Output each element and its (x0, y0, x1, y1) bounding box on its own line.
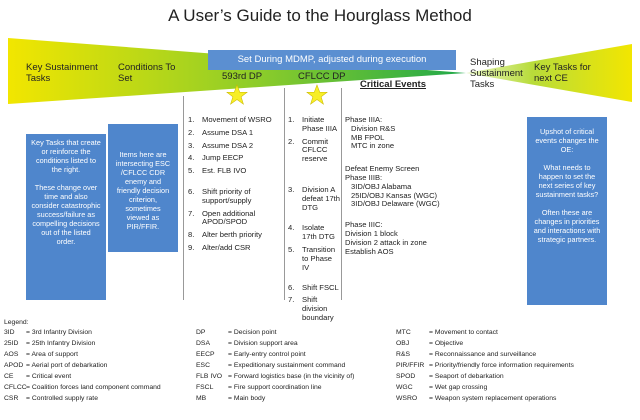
list-item: 2. Commit CFLCC reserve (288, 136, 329, 164)
list-item: 3. Assume DSA 2 (188, 140, 254, 150)
legend-entry: OBJ = Objective (396, 340, 464, 347)
legend-entry: EECP = Early-entry control point (196, 351, 306, 358)
legend-entry: DSA = Division support area (196, 340, 298, 347)
list-item: Division 1 block (345, 228, 398, 238)
legend-column-2 (196, 329, 396, 413)
list-item: MB FPOL (351, 132, 385, 142)
box-text: Upshot of critical events changes the OE: (535, 127, 599, 154)
legend-entry: R&S = Reconnaissance and surveillance (396, 351, 537, 358)
legend-entry: CE = Critical event (4, 373, 72, 380)
shaping-sustainment-tasks-label: Shaping Sustainment Tasks (470, 57, 523, 90)
legend-entry: CSR = Controlled supply rate (4, 395, 98, 402)
legend-entry: PIR/FFIR = Priority/friendly force information requirements (396, 362, 574, 369)
list-item: 6. Shift FSCL (288, 283, 339, 293)
list-item: 4. Jump EECP (188, 153, 244, 163)
box-text: Items here are intersecting ESC /CFLCC CDR enemy and friendly decision criterion, sometimes viewed as PIR/FFIR. (115, 150, 171, 231)
dp593-task-list (188, 116, 282, 253)
dp-593rd-label: 593rd DP (222, 71, 263, 82)
list-item: 3ID/OBJ Delaware (WGC) (351, 199, 440, 209)
list-item: 7. Open additional APOD/SPOD (188, 208, 256, 227)
star-icon (226, 84, 248, 106)
phase-iiib-title: Phase IIIB: (345, 172, 383, 182)
list-item: 3. Division A defeat 17th DTG (288, 184, 341, 212)
divider-line (284, 88, 285, 300)
upshot-info-box (527, 117, 607, 305)
legend-entry: 25ID = 25th Infantry Division (4, 340, 96, 347)
phase-iiic-title: Phase IIIC: (345, 220, 383, 230)
list-item: 4. Isolate 17th DTG (288, 223, 335, 242)
legend-entry: DP = Decision point (196, 329, 277, 336)
list-item: 25ID/OBJ Kansas (WGC) (351, 190, 438, 200)
critical-events-list (345, 116, 457, 256)
dp-cflcc-label: CFLCC DP (298, 71, 346, 82)
list-item: 6. Shift priority of support/supply (188, 186, 252, 205)
divider-line (183, 96, 184, 300)
box-text: Often these are changes in priorities and interactions with strategic partners. (533, 208, 601, 244)
critical-events-heading: Critical Events (360, 79, 426, 90)
legend-entry: 3ID = 3rd Infantry Division (4, 329, 92, 336)
key-tasks-info-box (26, 134, 106, 300)
legend-entry: WGC = Wet gap crossing (396, 384, 488, 391)
list-item: 1. Movement of WSRO (188, 115, 272, 124)
key-tasks-next-ce-label: Key Tasks for next CE (534, 62, 591, 84)
legend-entry: WSRO = Weapon system replacement operations (396, 395, 557, 402)
defeat-enemy-screen: Defeat Enemy Screen (345, 164, 420, 174)
list-item: 1. Initiate Phase IIIA (288, 115, 338, 133)
list-item: Establish AOS (345, 246, 394, 256)
legend-entry: APOD = Aerial port of debarkation (4, 362, 108, 369)
list-item: Division R&S (351, 123, 396, 133)
box-text: What needs to happen to set the next series of key sustainment tasks? (535, 163, 599, 199)
legend-entry: MTC = Movement to contact (396, 329, 498, 336)
page-title: A User’s Guide to the Hourglass Method (168, 6, 472, 25)
legend-entry: ESC = Expeditionary sustainment command (196, 362, 346, 369)
list-item: 5. Transition to Phase IV (288, 244, 336, 272)
legend-entry: AOS = Area of support (4, 351, 78, 358)
divider-line (341, 88, 342, 300)
list-item: 3ID/OBJ Alabama (351, 181, 412, 191)
box-text: Key Tasks that create or reinforce the conditions listed to the right. (31, 138, 101, 174)
star-icon (306, 84, 328, 106)
legend-entry: CFLCC = Coalition forces land component command (4, 384, 161, 391)
list-item: 8. Alter berth priority (188, 230, 262, 240)
box-text: These change over time and also consider catastrophic success/failure as compelling decisions out of the listed order. (31, 183, 101, 246)
legend-entry: FSCL = Fire support coordination line (196, 384, 322, 391)
conditions-to-set-label: Conditions To Set (118, 62, 176, 84)
list-item: MTC in zone (351, 141, 395, 151)
cflcc-task-list (288, 116, 340, 323)
key-sustainment-tasks-label: Key Sustainment Tasks (26, 62, 98, 84)
list-item: 2. Assume DSA 1 (188, 127, 254, 137)
list-item: 7. Shift division boundary (288, 295, 334, 322)
phase-iiia-title: Phase IIIA: (345, 115, 383, 124)
legend-entry: FLB IVO = Forward logistics base (in the vicinity of) (196, 373, 355, 380)
legend-column-3 (396, 329, 636, 413)
legend-title: Legend: (4, 319, 29, 326)
legend-entry: SPOD = Seaport of debarkation (396, 373, 504, 380)
list-item: 9. Alter/add CSR (188, 242, 251, 252)
mdmp-banner: Set During MDMP, adjusted during execution (208, 50, 456, 70)
legend-entry: MB = Main body (196, 395, 266, 402)
list-item: Division 2 attack in zone (345, 237, 427, 247)
list-item: 5. Est. FLB IVO (188, 166, 247, 176)
decision-criteria-info-box (108, 124, 178, 252)
